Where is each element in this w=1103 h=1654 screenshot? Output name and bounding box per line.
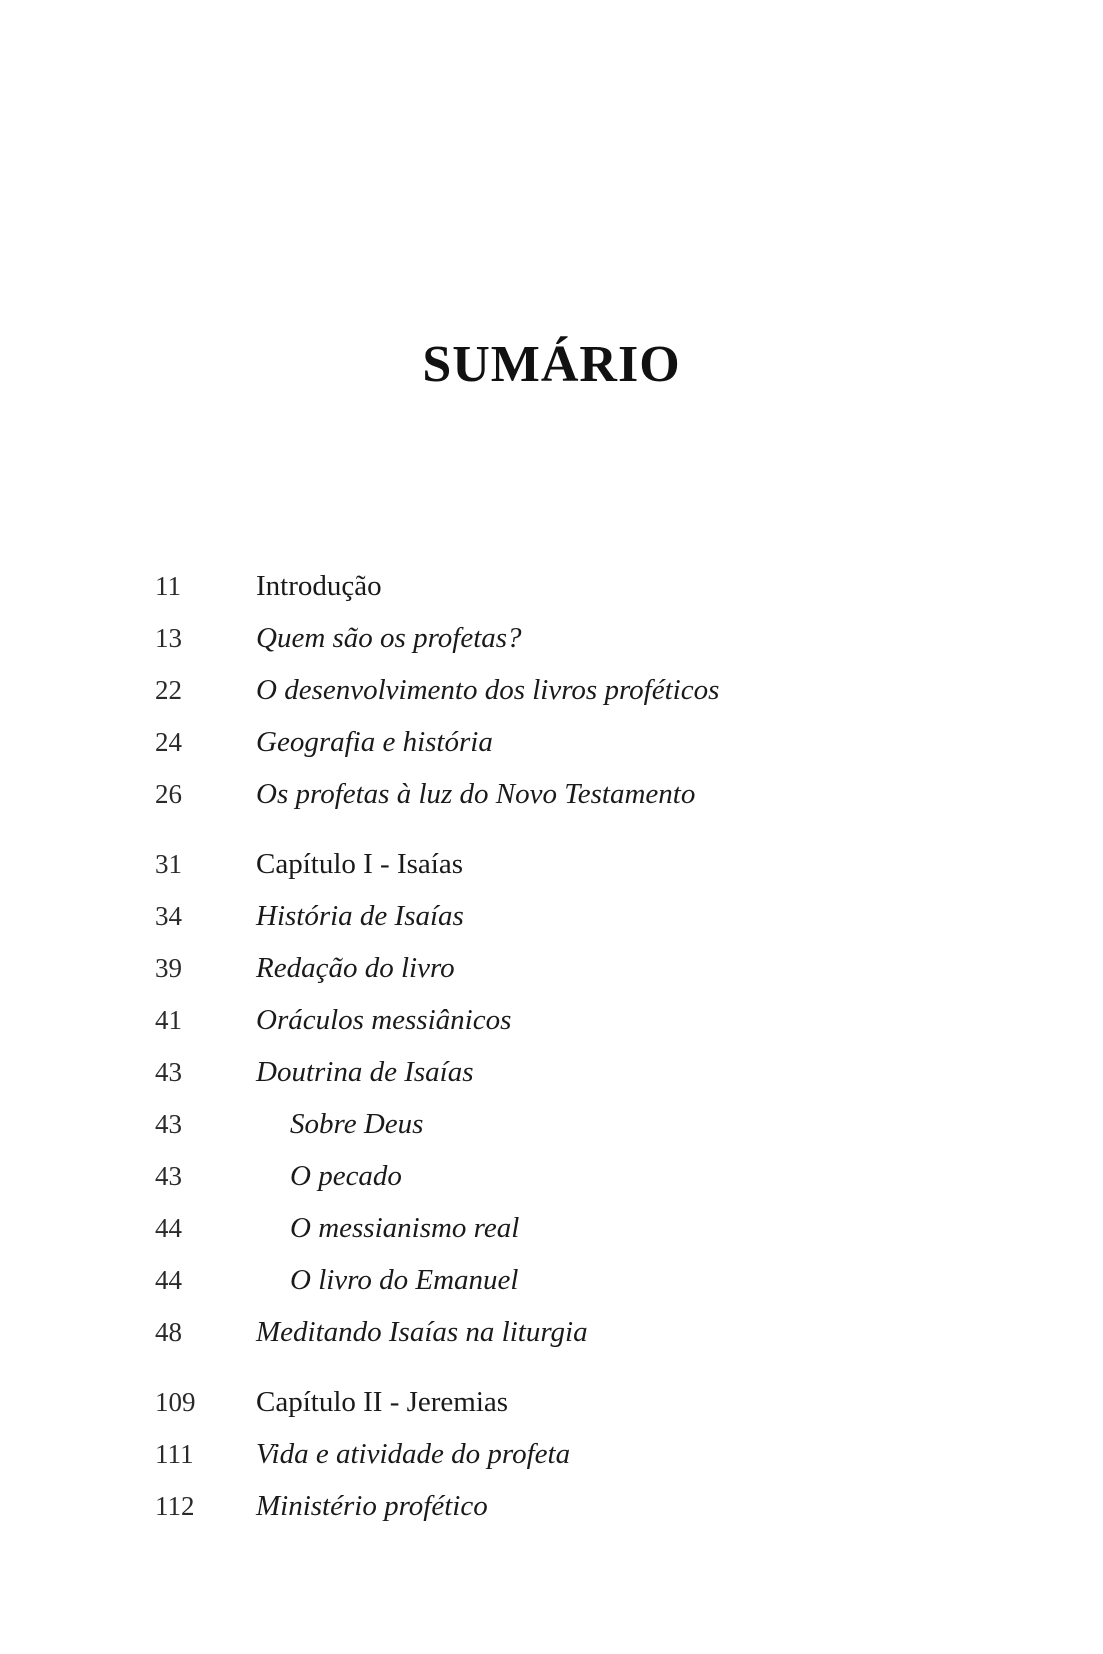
toc-entry-title: Ministério profético — [256, 1490, 488, 1522]
toc-entry-title: Meditando Isaías na liturgia — [256, 1316, 588, 1348]
toc-entry[interactable] — [155, 716, 955, 768]
toc-page-number: 111 — [155, 1439, 194, 1469]
toc-page-number: 112 — [155, 1491, 195, 1521]
toc-entry[interactable] — [155, 1480, 955, 1532]
toc-page-number: 31 — [155, 849, 182, 879]
toc-page-number: 13 — [155, 623, 182, 653]
toc-entry[interactable] — [155, 560, 955, 612]
table-of-contents — [155, 560, 955, 1532]
toc-page-number: 43 — [155, 1109, 182, 1139]
toc-page-number: 43 — [155, 1057, 182, 1087]
toc-entry-title: Capítulo I - Isaías — [256, 848, 463, 880]
toc-page-number: 39 — [155, 953, 182, 983]
toc-page-number: 44 — [155, 1213, 182, 1243]
toc-page-number: 44 — [155, 1265, 182, 1295]
toc-entry[interactable] — [155, 1202, 955, 1254]
toc-entry[interactable] — [155, 994, 955, 1046]
toc-entry[interactable] — [155, 838, 955, 890]
toc-entry[interactable] — [155, 942, 955, 994]
toc-entry[interactable] — [155, 768, 955, 820]
toc-entry-title: Redação do livro — [256, 952, 455, 984]
toc-entry[interactable] — [155, 1046, 955, 1098]
toc-entry[interactable] — [155, 1428, 955, 1480]
toc-entry-title: Quem são os profetas? — [256, 622, 522, 654]
toc-entry-title: Sobre Deus — [290, 1108, 424, 1140]
toc-entry-title: História de Isaías — [256, 900, 464, 932]
toc-entry-title: Capítulo II - Jeremias — [256, 1386, 509, 1418]
page-title: SUMÁRIO — [422, 335, 681, 393]
toc-page-number: 48 — [155, 1317, 182, 1347]
toc-page-number: 43 — [155, 1161, 182, 1191]
toc-entry-title: O messianismo real — [290, 1212, 520, 1244]
toc-entry-title: Geografia e história — [256, 726, 493, 758]
toc-entry[interactable] — [155, 1098, 955, 1150]
toc-entry-title: Doutrina de Isaías — [256, 1056, 474, 1088]
toc-entry-title: O desenvolvimento dos livros proféticos — [256, 674, 720, 706]
toc-entry[interactable] — [155, 1306, 955, 1358]
toc-entry-title: Vida e atividade do profeta — [256, 1438, 571, 1470]
toc-entry-title: Oráculos messiânicos — [256, 1004, 512, 1036]
toc-page-number: 109 — [155, 1387, 196, 1417]
toc-page-number: 24 — [155, 727, 182, 757]
toc-page-number: 34 — [155, 901, 182, 931]
toc-entry-title: Introdução — [256, 570, 382, 602]
toc-entry[interactable] — [155, 612, 955, 664]
toc-entry-title: O pecado — [290, 1160, 402, 1192]
toc-entry[interactable] — [155, 1254, 955, 1306]
toc-entry[interactable] — [155, 1150, 955, 1202]
toc-entry[interactable] — [155, 1376, 955, 1428]
toc-page-number: 26 — [155, 779, 182, 809]
toc-page-number: 41 — [155, 1005, 182, 1035]
toc-entry-title: Os profetas à luz do Novo Testamento — [256, 778, 696, 810]
toc-entry[interactable] — [155, 664, 955, 716]
toc-page-number: 22 — [155, 675, 182, 705]
toc-entry-title: O livro do Emanuel — [290, 1264, 519, 1296]
toc-page-number: 11 — [155, 571, 181, 601]
toc-entry[interactable] — [155, 890, 955, 942]
